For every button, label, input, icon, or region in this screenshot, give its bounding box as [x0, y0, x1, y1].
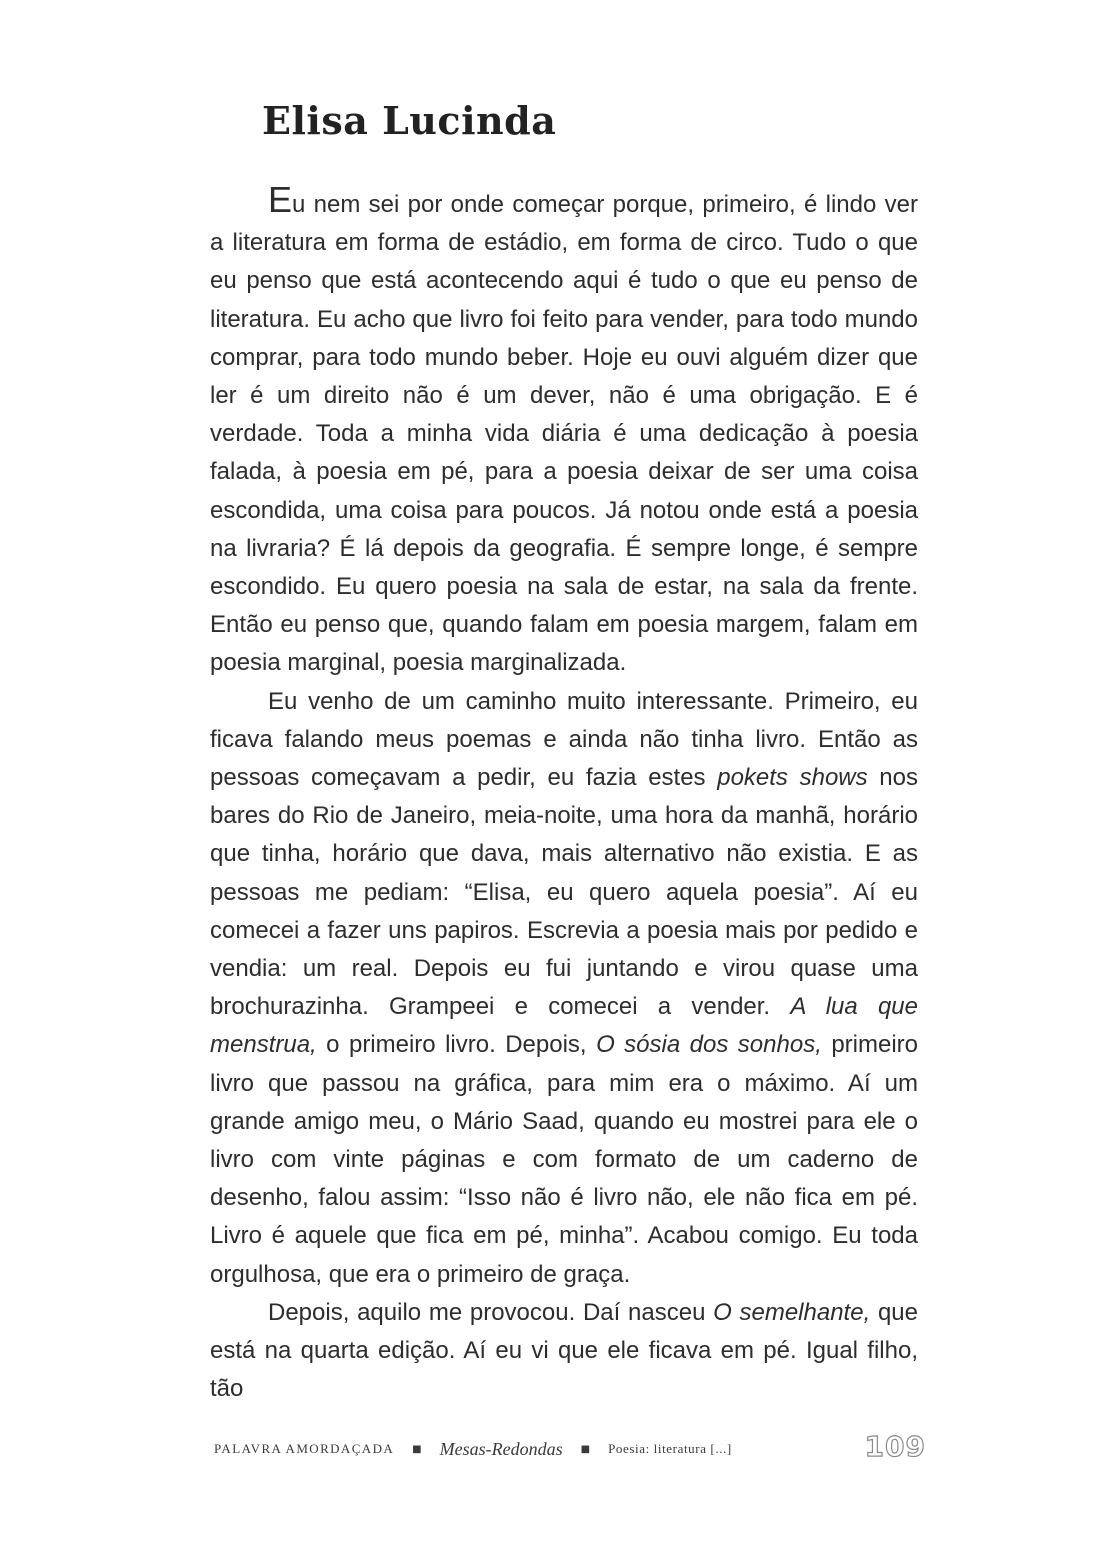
page-title: Elisa Lucinda: [262, 98, 557, 143]
footer-book-title: PALAVRA AMORDAÇADA: [214, 1441, 395, 1456]
text-segment: Depois, aquilo me provocou. Daí nasceu: [268, 1298, 714, 1326]
text-segment: Eu venho de um caminho muito interessante. Primeiro, eu ficava falando meus poemas e ainda não tinha livro. Então as pessoas começavam a pedir, eu fazia estes: [210, 687, 918, 792]
paragraph-2: [210, 683, 918, 1294]
body-text: [210, 179, 919, 1409]
text-segment: primeiro livro que passou na gráfica, para mim era o máximo. Aí um grande amigo meu, o Mário Saad, quando eu mostrei para ele o livro com vinte páginas e com formato de um caderno de desenho, falou assim: “Isso não é livro não, ele não fica em pé. Livro é aquele que fica em pé, minha”. Acabou comigo. Eu toda orgulhosa, que era o primeiro de graça.: [210, 1031, 919, 1288]
book-title-italic: O semelhante,: [713, 1298, 871, 1326]
book-title-italic: A lua que menstrua,: [210, 993, 918, 1059]
page-footer: [214, 1430, 926, 1464]
footer-section: Mesas-Redondas: [439, 1438, 563, 1459]
drop-cap: E: [268, 179, 293, 220]
text-segment: nos bares do Rio de Janeiro, meia-noite, uma hora da manhã, horário que tinha, horário que dava, mais alternativo não existia. E as pessoas me pediam: “Elisa, eu quero aquela poesia”. Aí eu comecei a fazer uns papiros. Escrevia a poesia mais por pedido e vendia: um real. Depois eu fui juntando e virou quase uma brochurazinha. Grampeei e comecei a vender.: [210, 764, 918, 1021]
book-title-italic: pokets shows: [717, 764, 868, 792]
bullet-icon: ■: [580, 1443, 591, 1455]
text-segment: o primeiro livro. Depois,: [316, 1031, 597, 1059]
text-segment: que está na quarta edição. Aí eu vi que ele ficava em pé. Igual filho, tão: [210, 1298, 918, 1403]
page-number: 109: [864, 1430, 926, 1463]
text-segment: u nem sei por onde começar porque, primeiro, é lindo ver a literatura em forma de estádio, em forma de circo. Tudo o que eu penso que está acontecendo aqui é tudo o que eu penso de literatura. Eu acho que livro foi feito para vender, para todo mundo comprar, para todo mundo beber. Hoje eu ouvi alguém dizer que ler é um direito não é um dever, não é uma obrigação. E é verdade. Toda a minha vida diária é uma dedicação à poesia falada, à poesia em pé, para a poesia deixar de ser uma coisa escondida, uma coisa para poucos. Já notou onde está a poesia na livraria? É lá depois da geografia. É sempre longe, é sempre escondido. Eu quero poesia na sala de estar, na sala da frente. Então eu penso que, quando falam em poesia margem, falam em poesia marginal, poesia marginalizada.: [210, 191, 918, 677]
paragraph-1: [210, 179, 918, 683]
footer-subsection: Poesia: literatura [...]: [608, 1441, 732, 1456]
bullet-icon: ■: [412, 1443, 422, 1455]
paragraph-3: [210, 1294, 918, 1409]
book-title-italic: O sósia dos sonhos,: [596, 1031, 822, 1059]
